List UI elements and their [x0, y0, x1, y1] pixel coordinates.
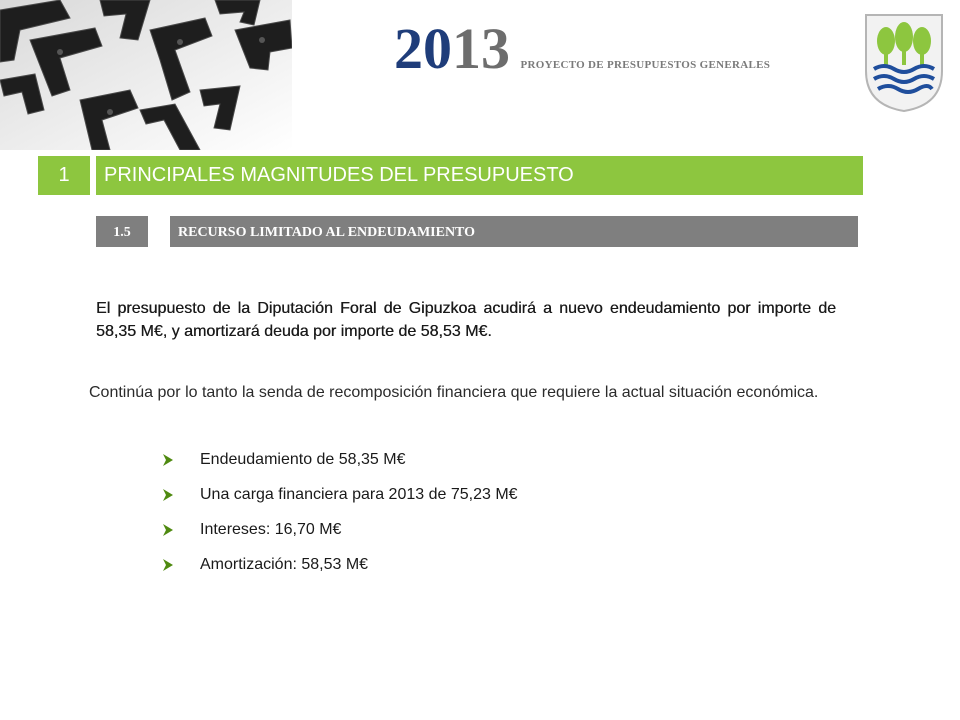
bullet-item — [162, 448, 518, 483]
title-year: 2013 — [394, 16, 510, 81]
bullet-item — [162, 553, 518, 588]
paragraph-financial-path: Continúa por lo tanto la senda de recomposición financiera que requiere la actual situación económica. — [89, 384, 819, 401]
bullet-item — [162, 518, 518, 553]
subsection-title: RECURSO LIMITADO AL ENDEUDAMIENTO — [170, 216, 858, 247]
title-subtitle: PROYECTO DE PRESUPUESTOS GENERALES — [520, 59, 771, 71]
arrow-bullet-icon — [162, 453, 174, 467]
bullet-list — [162, 448, 518, 588]
gipuzkoa-coat-of-arms-icon — [864, 13, 944, 113]
bullet-text: Una carga financiera para 2013 de 75,23 M€ — [200, 486, 518, 503]
section-title: PRINCIPALES MAGNITUDES DEL PRESUPUESTO — [96, 156, 863, 195]
section-number: 1 — [38, 156, 90, 195]
arrow-bullet-icon — [162, 523, 174, 537]
subsection-number: 1.5 — [96, 216, 148, 247]
document-title — [394, 18, 770, 80]
bullet-text: Amortización: 58,53 M€ — [200, 556, 369, 573]
arrow-bullet-icon — [162, 558, 174, 572]
bullet-text: Endeudamiento de 58,35 M€ — [200, 451, 406, 468]
paragraph-debt-summary: El presupuesto de la Diputación Foral de Gipuzkoa acudirá a nuevo endeudamiento por importe de 58,35 M€, y amortizará deuda por importe de 58,53 M€. — [96, 300, 836, 340]
bullet-text: Intereses: 16,70 M€ — [200, 521, 342, 538]
decorative-numbers-image — [0, 0, 292, 150]
arrow-bullet-icon — [162, 488, 174, 502]
bullet-item — [162, 483, 518, 518]
